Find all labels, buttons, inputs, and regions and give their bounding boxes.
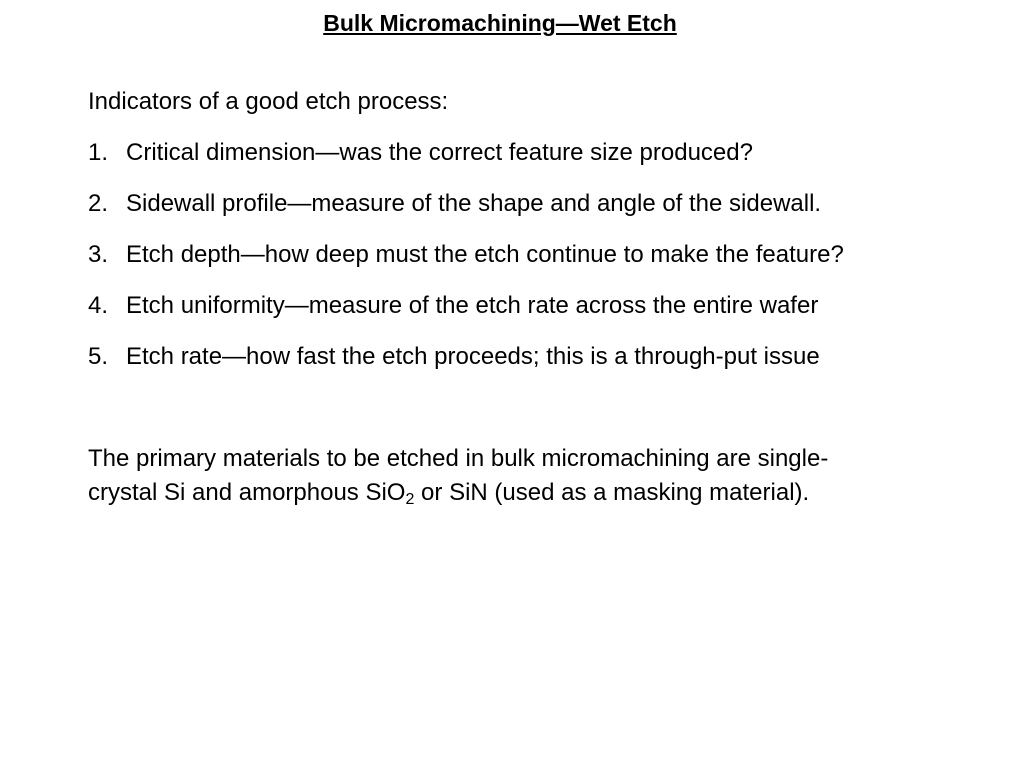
list-item-text: Critical dimension—was the correct feature size produced? bbox=[126, 139, 753, 166]
list-item-text: Sidewall profile—measure of the shape and angle of the sidewall. bbox=[126, 190, 822, 217]
list-item bbox=[88, 339, 844, 390]
list-item-text: Etch depth—how deep must the etch continue to make the feature? bbox=[126, 241, 844, 268]
indicator-list bbox=[88, 135, 844, 390]
intro-text: Indicators of a good etch process: bbox=[88, 88, 449, 115]
list-item-text: Etch rate—how fast the etch proceeds; this is a through-put issue bbox=[126, 343, 820, 370]
paragraph-line-1: The primary materials to be etched in bulk micromachining are single- bbox=[88, 445, 829, 472]
list-item-number: 2. bbox=[88, 190, 109, 217]
slide-title: Bulk Micromachining—Wet Etch bbox=[323, 10, 677, 36]
list-item bbox=[88, 186, 844, 237]
list-item-number: 5. bbox=[88, 343, 109, 370]
list-item bbox=[88, 135, 844, 186]
paragraph-line-2-start: crystal Si and amorphous SiO bbox=[88, 479, 406, 506]
list-item-number: 4. bbox=[88, 292, 109, 319]
list-item-number: 1. bbox=[88, 139, 109, 166]
list-item-number: 3. bbox=[88, 241, 109, 268]
paragraph-line-2-end: or SiN (used as a masking material). bbox=[414, 479, 810, 506]
materials-paragraph bbox=[88, 442, 988, 510]
list-item-text: Etch uniformity—measure of the etch rate across the entire wafer bbox=[126, 292, 819, 319]
list-item bbox=[88, 288, 844, 339]
list-item bbox=[88, 237, 844, 288]
subscript-two: 2 bbox=[405, 491, 415, 508]
